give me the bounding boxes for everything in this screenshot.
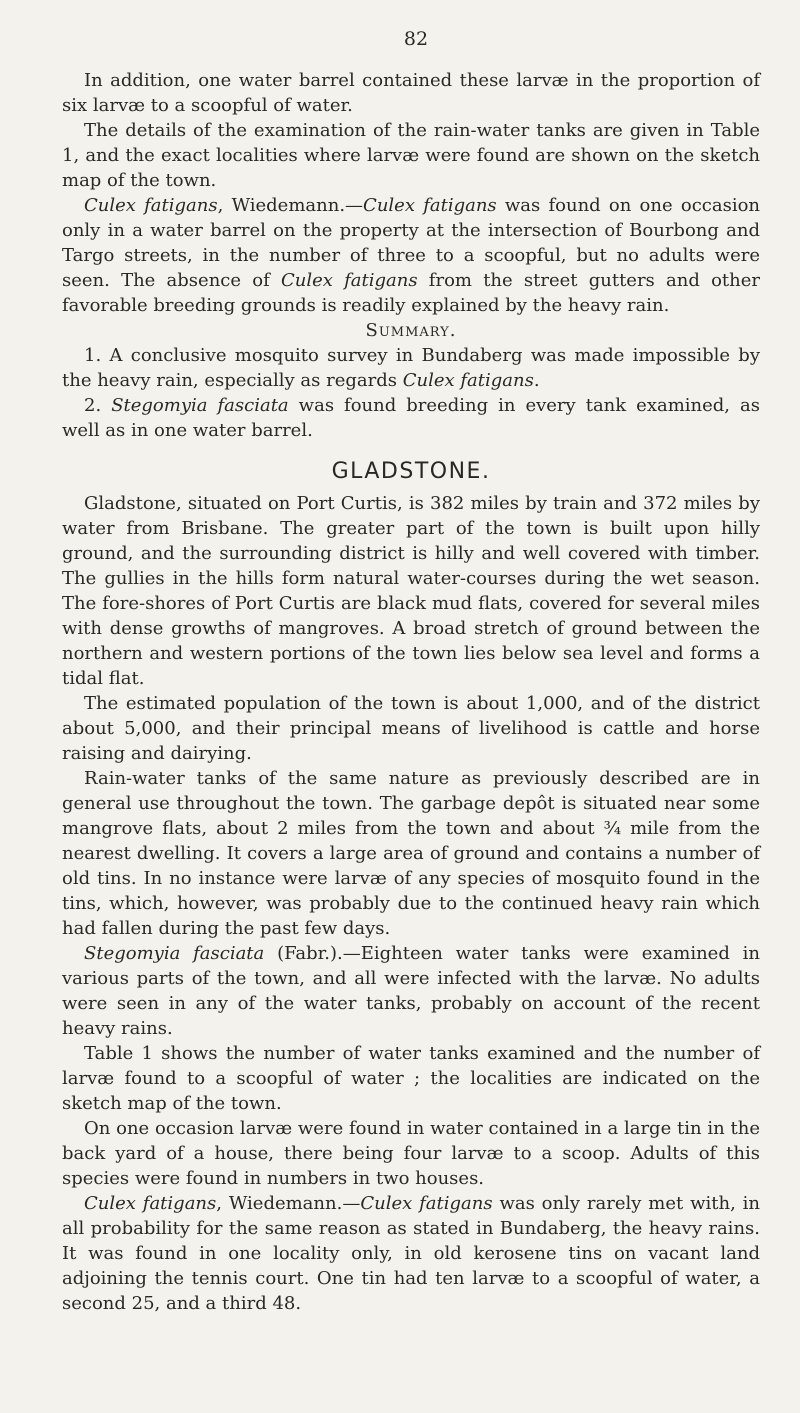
paragraph bbox=[62, 1116, 760, 1191]
paragraph-text: Rain-water tanks of the same nature as previously described are in general use throughout the town. The garbage depôt is situated near some mangrove flats, about 2 miles from the town and about ¾ mile from the nearest dwelling. It covers a large area of ground and contains a number of old tins. In no instance were larvæ of any species of mosquito found in the tins, which, however, was probably due to the continued heavy rain which had fallen during the past few days. bbox=[62, 768, 760, 939]
species-name: Culex fatigans bbox=[84, 195, 218, 216]
paragraph-text: (Fabr.).—Eighteen water tanks were examined in various parts of the town, and all were infected with the larvæ. No adults were seen in any of the water tanks, probably on account of the recent heavy rains. bbox=[62, 943, 760, 1039]
paragraph bbox=[62, 68, 760, 118]
species-name: Culex fatigans bbox=[280, 270, 418, 291]
paragraph bbox=[62, 1041, 760, 1116]
paragraph-text: Table 1 shows the number of water tanks examined and the number of larvæ found to a scoopful of water ; the localities are indicated on the sketch map of the town. bbox=[62, 1043, 760, 1114]
paragraph bbox=[62, 691, 760, 766]
paragraph-text: Gladstone, situated on Port Curtis, is 382 miles by train and 372 miles by water from Brisbane. The greater part of the town is built upon hilly ground, and the surrounding district is hilly and well covered with timber. The gullies in the hills form natural water-courses during the wet season. The fore-shores of Port Curtis are black mud flats, covered for several miles with dense growths of mangroves. A broad stretch of ground between the northern and western portions of the town lies below sea level and forms a tidal flat. bbox=[62, 493, 760, 689]
species-author: , Wiedemann.— bbox=[217, 195, 364, 216]
species-name: Culex fatigans bbox=[84, 1193, 217, 1214]
species-name: Culex fatigans bbox=[360, 1193, 493, 1214]
paragraph-text: was found on one occasion only in a water barrel on the property at the intersection of Bourbong and Targo streets, in the number of three to a scoopful, but no adults were seen. The absence of bbox=[62, 195, 761, 291]
paragraph-text: from the street gutters and other favorable breeding grounds is readily explained by the heavy rain. bbox=[62, 270, 760, 316]
paragraph-text: was found breeding in every tank examined, as well as in one water barrel. bbox=[62, 395, 760, 441]
summary-item-2 bbox=[62, 393, 760, 443]
paragraph bbox=[62, 766, 760, 941]
species-name: Culex fatigans bbox=[363, 195, 497, 216]
page-number: 82 bbox=[403, 28, 429, 50]
paragraph-text: was only rarely met with, in all probability for the same reason as stated in Bundaberg, the heavy rains. It was found in one locality only, in old kerosene tins on vacant land adjoining the tennis court. One tin had ten larvæ to a scoopful of water, a second 25, and a third 48. bbox=[62, 1193, 761, 1314]
paragraph-text: On one occasion larvæ were found in water contained in a large tin in the back yard of a house, there being four larvæ to a scoop. Adults of this species were found in numbers in two houses. bbox=[62, 1118, 760, 1189]
paragraph-text: The estimated population of the town is about 1,000, and of the district about 5,000, and their principal means of livelihood is cattle and horse raising and dairying. bbox=[62, 693, 760, 764]
paragraph-text: . bbox=[533, 370, 540, 391]
item-number: 2. bbox=[84, 395, 112, 416]
paragraph-stegomyia bbox=[62, 941, 760, 1041]
section-heading-gladstone: GLADSTONE. bbox=[331, 459, 491, 484]
paragraph-culex-fatigans bbox=[62, 1191, 760, 1316]
paragraph bbox=[62, 491, 760, 691]
species-name: Stegomyia fasciata bbox=[111, 395, 289, 416]
paragraph-text: 1. A conclusive mosquito survey in Bundaberg was made impossible by the heavy rain, especially as regards bbox=[62, 345, 760, 391]
paragraph-text: The details of the examination of the rain-water tanks are given in Table 1, and the exact localities where larvæ were found are shown on the sketch map of the town. bbox=[62, 120, 760, 191]
paragraph-text: In addition, one water barrel contained these larvæ in the proportion of six larvæ to a scoopful of water. bbox=[62, 70, 760, 116]
species-name: Culex fatigans bbox=[402, 370, 534, 391]
species-name: Stegomyia fasciata bbox=[84, 943, 265, 964]
species-author: , Wiedemann.— bbox=[216, 1193, 361, 1214]
paragraph-culex-fatigans bbox=[62, 193, 760, 318]
summary-heading: Summary. bbox=[365, 320, 457, 341]
summary-item-1 bbox=[62, 343, 760, 393]
paragraph bbox=[62, 118, 760, 193]
